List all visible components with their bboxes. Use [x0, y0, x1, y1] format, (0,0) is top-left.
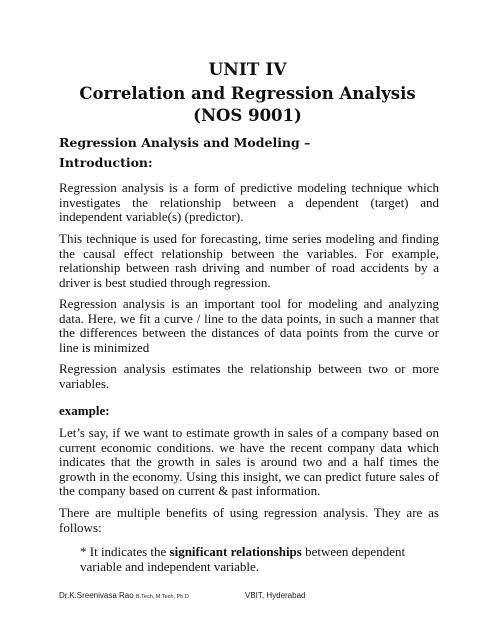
paragraph-example: Let’s say, if we want to estimate growth in sales of a company based on current economic conditions. we have the recent company data which indicates that the growth in sales is around two and a half times the growth in the economy. Using this insight, we can predict future sales of the company based on current & past information. [59, 425, 439, 498]
footer-institution: VBIT, Hyderabad [245, 591, 306, 600]
bullet-prefix: * It indicates the [80, 544, 170, 559]
section-heading-line-2: Introduction: [59, 155, 153, 170]
bullet-item [80, 545, 440, 574]
footer-author-name: Dr.K.Sreenivasa Rao [59, 591, 134, 600]
paragraph-tool: Regression analysis is an important tool for modeling and analyzing data. Here, we fit a curve / line to the data points, in such a manner that the differences between the distances of data points from the curve or line is minimized [59, 296, 439, 355]
bullet-emphasis: significant relationships [169, 544, 302, 559]
paragraph-benefits-intro: There are multiple benefits of using regression analysis. They are as follows: [59, 505, 439, 535]
paragraph-definition: Regression analysis is a form of predictive modeling technique which investigates the relationship between a dependent (target) and independent variable(s) (predictor). [59, 180, 439, 224]
subject-title: Correlation and Regression Analysis [79, 84, 416, 103]
paragraph-estimates: Regression analysis estimates the relationship between two or more variables. [59, 361, 439, 391]
section-heading-line-1: Regression Analysis and Modeling – [59, 135, 311, 150]
footer-author-degrees: B.Tech, M.Tech, Ph.D [135, 594, 189, 600]
example-label: example: [59, 403, 110, 418]
paragraph-usage: This technique is used for forecasting, time series modeling and finding the causal effect relationship between the variables. For example, relationship between rash driving and number of road accidents by a driver is best studied through regression. [59, 231, 439, 290]
footer-author [59, 591, 189, 600]
course-code: (NOS 9001) [193, 106, 302, 125]
section-heading [59, 133, 439, 173]
bullet-suffix: between dependent variable and independent variable. [80, 544, 406, 574]
unit-title: UNIT IV [208, 60, 287, 80]
